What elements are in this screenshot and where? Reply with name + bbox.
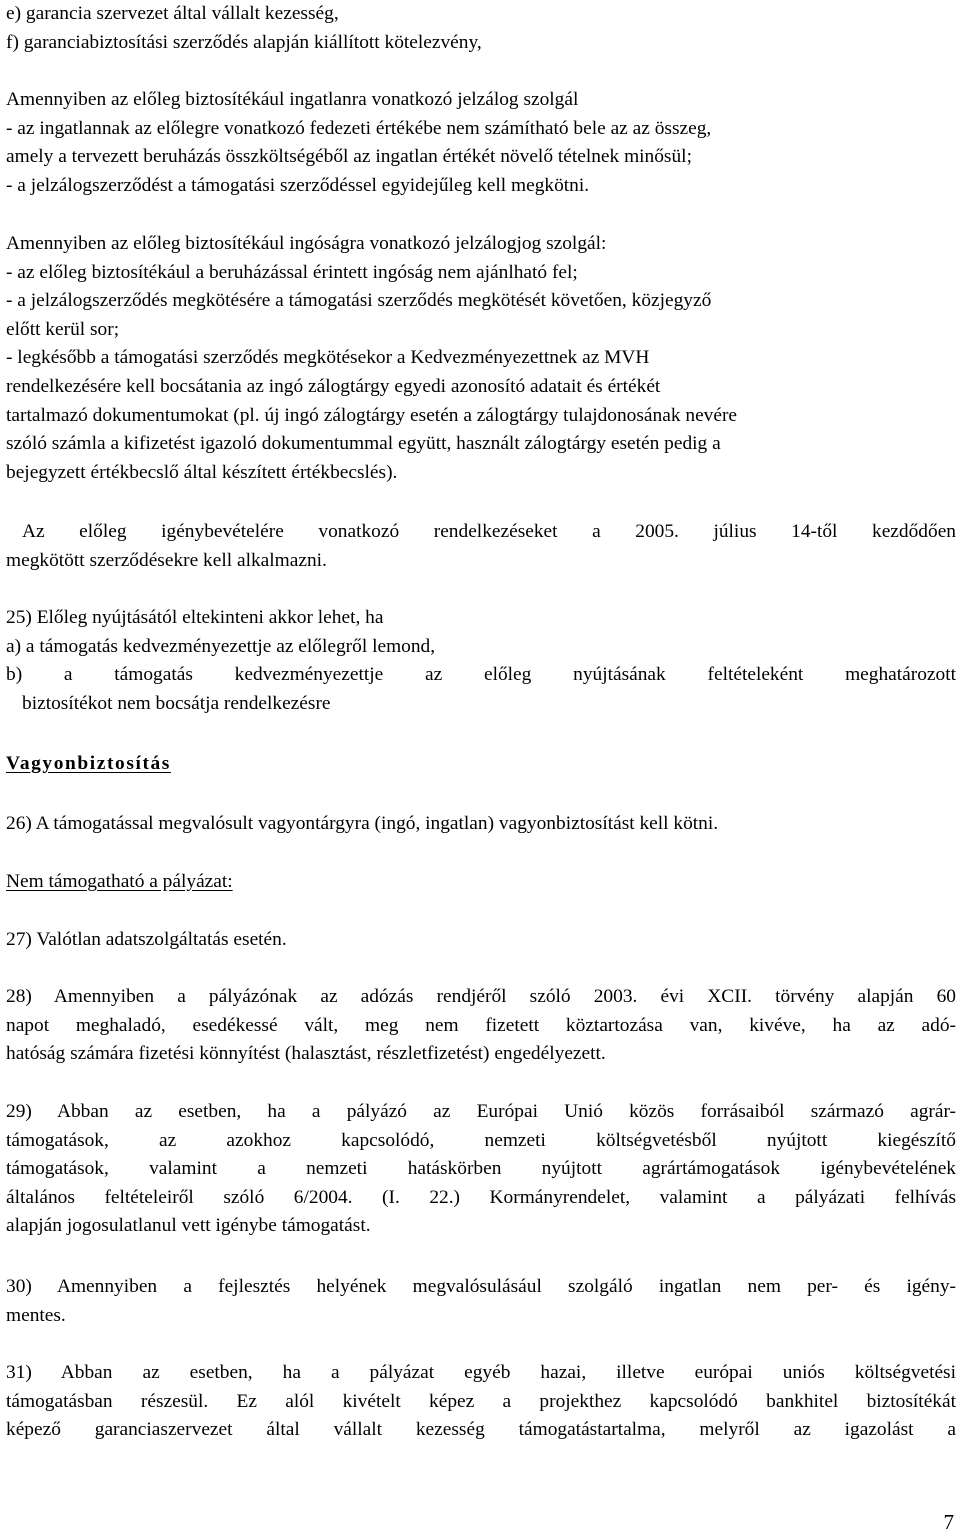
text-line: - az előleg biztosítékául a beruházással érintett ingóság nem ajánlható fel; bbox=[6, 261, 578, 283]
text-line: előtt kerül sor; bbox=[6, 318, 120, 340]
text-line: tartalmazó dokumentumokat (pl. új ingó zálogtárgy esetén a zálogtárgy tulajdonosának nevére bbox=[6, 404, 738, 426]
text-line: Amennyiben az előleg biztosítékául ingóságra vonatkozó jelzálogjog szolgál: bbox=[6, 233, 607, 254]
text-line: szóló számla a kifizetést igazoló dokumentummal együtt, használt zálogtárgy esetén pedig a bbox=[6, 433, 721, 455]
paragraph-26 bbox=[6, 810, 956, 839]
text-line: alapján jogosulatlanul vett igénybe támogatást. bbox=[6, 1215, 371, 1237]
text-line: biztosítékot nem bocsátja rendelkezésre bbox=[22, 692, 331, 714]
text-line: - legkésőbb a támogatási szerződés megkötésekor a Kedvezményezettnek az MVH bbox=[6, 347, 650, 369]
text-line: 31) Abban az esetben, ha a pályázat egyéb hazai, illetve európai uniós költségvetési bbox=[6, 1362, 956, 1383]
paragraph-30 bbox=[6, 1273, 956, 1330]
text-line: 29) Abban az esetben, ha a pályázó az Európai Unió közös forrásaiból származó agrár- bbox=[6, 1101, 956, 1122]
paragraph-29 bbox=[6, 1098, 956, 1241]
text-line: támogatásban részesül. Ez alól kivételt képez a projekthez kapcsolódó bankhitel biztosítékát bbox=[6, 1390, 956, 1412]
text-line: bejegyzett értékbecslő által készített értékbecslés). bbox=[6, 461, 398, 483]
text-line: napot meghaladó, esedékessé vált, meg nem fizetett köztartozása van, kivéve, ha az adó- bbox=[6, 1014, 956, 1036]
text-line: Az előleg igénybevételére vonatkozó rendelkezéseket a 2005. július 14-től kezdődően bbox=[22, 521, 956, 542]
paragraph-31 bbox=[6, 1359, 956, 1445]
text-line: 30) Amennyiben a fejlesztés helyének megvalósulásául szolgáló ingatlan nem per- és igény- bbox=[6, 1276, 956, 1297]
heading-text: Vagyonbiztosítás bbox=[6, 753, 171, 774]
text-line: mentes. bbox=[6, 1304, 66, 1326]
page-number: 7 bbox=[943, 1510, 954, 1534]
paragraph-25 bbox=[6, 604, 956, 718]
text-line: 28) Amennyiben a pályázónak az adózás rendjéről szóló 2003. évi XCII. törvény alapján 60 bbox=[6, 986, 956, 1007]
paragraph-27 bbox=[6, 926, 956, 955]
text-line: e) garancia szervezet által vállalt kezesség, bbox=[6, 3, 339, 24]
text-line: 25) Előleg nyújtásától eltekinteni akkor lehet, ha bbox=[6, 607, 384, 628]
paragraph-movable-property-mortgage bbox=[6, 230, 956, 487]
text-line: képező garanciaszervezet által vállalt kezesség támogatástartalma, melyről az igazolást a bbox=[6, 1419, 956, 1441]
paragraph-guarantee-options bbox=[6, 0, 956, 57]
text-line: Amennyiben az előleg biztosítékául ingatlanra vonatkozó jelzálog szolgál bbox=[6, 89, 579, 110]
text-line: - az ingatlannak az előlegre vonatkozó fedezeti értékébe nem számítható bele az az összeg, bbox=[6, 117, 712, 139]
text-line: általános feltételeiről szóló 6/2004. (I. 22.) Kormányrendelet, valamint a pályázati felhívás bbox=[6, 1186, 956, 1208]
heading-text: Nem támogatható a pályázat: bbox=[6, 871, 233, 892]
text-line: amely a tervezett beruházás összköltségéből az ingatlan értékét növelő tételnek minősül; bbox=[6, 146, 692, 168]
text-line: rendelkezésére kell bocsátania az ingó zálogtárgy egyedi azonosító adatait és értékét bbox=[6, 375, 661, 397]
text-line: - a jelzálogszerződést a támogatási szerződéssel egyidejűleg kell megkötni. bbox=[6, 174, 590, 196]
text-line: támogatások, valamint a nemzeti hatáskörben nyújtott agrártámogatások igénybevételének bbox=[6, 1158, 956, 1180]
text-line: b) a támogatás kedvezményezettje az előleg nyújtásának feltételeként meghatározott bbox=[6, 664, 956, 686]
text-line: a) a támogatás kedvezményezettje az előlegről lemond, bbox=[6, 635, 436, 657]
text-line: 26) A támogatással megvalósult vagyontárgyra (ingó, ingatlan) vagyonbiztosítást kell kötni. bbox=[6, 813, 719, 834]
text-line: - a jelzálogszerződés megkötésére a támogatási szerződés megkötését követően, közjegyző bbox=[6, 290, 712, 312]
section-heading-not-supported bbox=[6, 868, 956, 897]
paragraph-28 bbox=[6, 983, 956, 1069]
text-line: hatóság számára fizetési könnyítést (halasztást, részletfizetést) engedélyezett. bbox=[6, 1043, 606, 1065]
text-line: 27) Valótlan adatszolgáltatás esetén. bbox=[6, 929, 287, 950]
section-heading-property-insurance bbox=[6, 750, 956, 779]
text-line: megkötött szerződésekre kell alkalmazni. bbox=[6, 549, 327, 571]
paragraph-real-estate-mortgage bbox=[6, 86, 956, 200]
text-line: támogatások, az azokhoz kapcsolódó, nemzeti költségvetésből nyújtott kiegészítő bbox=[6, 1129, 956, 1151]
paragraph-advance-applicability bbox=[6, 518, 956, 575]
text-line: f) garanciabiztosítási szerződés alapján kiállított kötelezvény, bbox=[6, 31, 482, 53]
